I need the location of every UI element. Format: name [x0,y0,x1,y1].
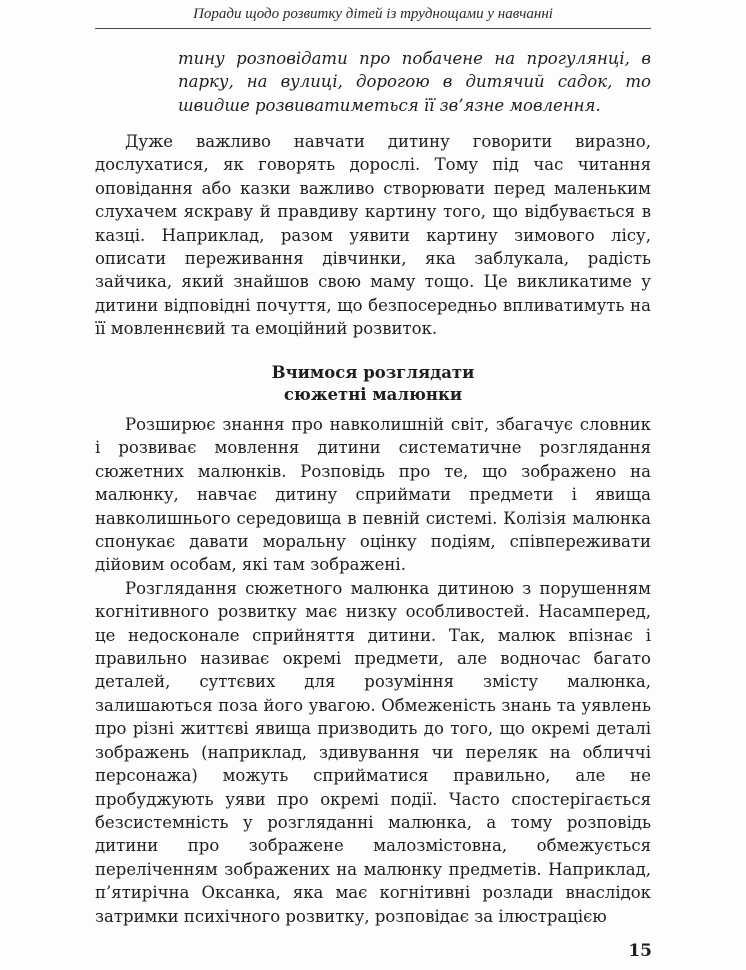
page-number: 15 [628,941,652,961]
running-head: Поради щодо розвитку дітей із труднощами у навчанні [193,6,553,22]
header-rule [95,28,651,29]
section-heading-line-2: сюжетні малюнки [283,385,463,404]
section-text [95,413,651,928]
section-heading [95,362,651,406]
paragraph-1: Дуже важливо навчати дитину говорити виразно, дослухатися, як говорять дорослі. Тому під час читання оповідання або казки важливо створювати перед маленьким слухачем яскраву й правдиву картину того, що відбувається в казці. Наприклад, разом уявити картину зимового лісу, описати переживання дівчинки, яка заблукала, радість зайчика, який знайшов свою маму тощо. Це викликатиме у дитини відповідні почуття, що безпосередньо впливатимуть на її мовленнєвий та емоційний розвиток. [95,132,651,339]
quote-text: тину розповідати про побачене на прогулянці, в парку, на вулиці, дорогою в дитячий садок, то швидше розвиватиметься її зв’язне мовлення. [178,49,651,115]
intro-text [95,130,651,341]
paragraph-2: Розширює знання про навколишній світ, збагачує словник і розвиває мовлення дитини систематичне розглядання сюжетних малюнків. Розповідь про те, що зображено на малюнку, навчає дитину сприймати предмети і явища навколишнього середовища в певній системі. Колізія малюнка спонукає давати моральну оцінку подіям, співпереживати дійовим особам, які там зображені. [95,415,651,575]
paragraph-3: Розглядання сюжетного малюнка дитиною з порушенням когнітивного розвитку має низку особливостей. Насамперед, це недосконале сприйняття дитини. Так, малюк впізнає і правильно називає окремі предмети, але водночас багато деталей, суттєвих для розуміння змісту малюнка, залишаються поза його увагою. Обмеженість знань та уявлень про різні життєві явища призводить до того, що окремі деталі зображень (наприклад, здивування чи переляк на обличчі персонажа) можуть сприйматися правильно, але не пробуджують уяви про окремі події. Часто спостерігається безсистемність у розгляданні малюнка, а тому розповідь дитини про зображене малозмістовна, обмежується переліченням зображених на малюнку предметів. Наприклад, п’ятирічна Оксанка, яка має когнітивні розлади внаслідок затримки психічного розвитку, розповідає за ілюстрацією [95,578,651,926]
section-heading-line-1: Вчимося розглядати [271,363,475,382]
